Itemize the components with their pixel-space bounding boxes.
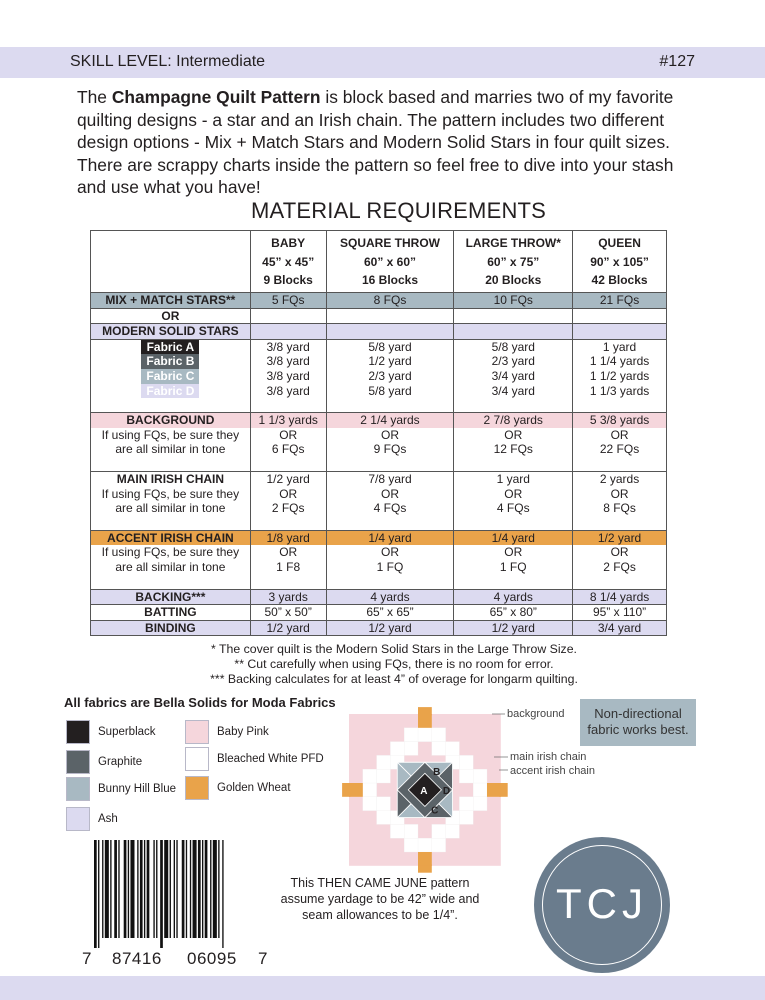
cell: 1 1/3 yards	[250, 413, 326, 428]
barcode-bar	[174, 840, 175, 938]
cell: 4 yards	[454, 589, 573, 605]
barcode-bar	[110, 840, 111, 938]
swatch-label: Bunny Hill Blue	[98, 783, 176, 795]
barcode-bar	[164, 840, 168, 938]
cell: 8 FQs	[326, 293, 454, 309]
barcode-bar	[114, 840, 117, 938]
cell: 50” x 50”	[250, 605, 326, 621]
barcode-bar	[130, 840, 134, 938]
cell: OR 9 FQs	[326, 428, 454, 472]
diagram-letter: A	[420, 785, 428, 797]
swatch-label: Superblack	[98, 726, 156, 738]
cell: 1/2 yard	[326, 620, 454, 636]
barcode-bar	[147, 840, 150, 938]
cell: OR 6 FQs	[250, 428, 326, 472]
cell: LARGE THROW* 60” x 75” 20 Blocks	[454, 231, 573, 293]
cell: 1/2 yard	[250, 620, 326, 636]
cell: OR 4 FQs	[326, 487, 454, 531]
swatch-label: Baby Pink	[217, 726, 269, 738]
barcode-bar	[213, 840, 217, 938]
footnote-3: *** Backing calculates for at least 4” of overage for longarm quilting.	[210, 672, 578, 686]
footnote-1: * The cover quilt is the Modern Solid Stars in the Large Throw Size.	[211, 642, 577, 656]
barcode-digits-left: 87416	[112, 949, 162, 968]
row-binding: BINDING 1/2 yard 1/2 yard 1/2 yard 3/4 yard	[91, 620, 667, 636]
row-modern: MODERN SOLID STARS	[91, 324, 667, 340]
nondirectional-note: Non-directional fabric works best.	[580, 699, 696, 746]
barcode-bar	[218, 840, 219, 938]
pattern-number: #127	[659, 53, 695, 70]
barcode-bar	[128, 840, 129, 938]
cell: 1 yard	[454, 471, 573, 486]
cell: 1/4 yard	[326, 530, 454, 545]
cell: 5/8 yard 1/2 yard 2/3 yard 5/8 yard	[326, 339, 454, 412]
intro-paragraph: The Champagne Quilt Pattern is block based and marries two of my favorite quilting designs - a star and an Irish chain. The pattern includes two different design options - Mix + Match Stars and Modern Solid Stars in four quilt sizes. There are scrappy charts inside the pattern so feel free to dive into your stash and use what you have!	[77, 87, 674, 197]
barcode-bar	[205, 840, 208, 938]
cell: SQUARE THROW 60” x 60” 16 Blocks	[326, 231, 454, 293]
cell: BABY 45” x 45” 9 Blocks	[250, 231, 326, 293]
diagram-letter: D	[442, 785, 451, 797]
barcode-digits-right: 06095	[187, 949, 237, 968]
cell: 1/8 yard	[250, 530, 326, 545]
barcode-digit-last: 7	[258, 949, 268, 968]
barcode-bar	[186, 840, 187, 938]
cell: 4 yards	[326, 589, 454, 605]
diagram-letter: C	[431, 805, 439, 817]
cell: 21 FQs	[573, 293, 667, 309]
callout-accent-chain: accent irish chain	[510, 765, 595, 777]
cell: 2 7/8 yards	[454, 413, 573, 428]
cell: OR 4 FQs	[454, 487, 573, 531]
row-accent-chain-alt: If using FQs, be sure they are all similar in tone OR 1 F8 OR 1 FQ OR 1 FQ OR 2 FQs	[91, 545, 667, 589]
row-batting: BATTING 50” x 50” 65” x 65” 65” x 80” 95” x 110”	[91, 605, 667, 621]
cell: 3/8 yard 3/8 yard 3/8 yard 3/8 yard	[250, 339, 326, 412]
row-accent-chain: ACCENT IRISH CHAIN 1/8 yard 1/4 yard 1/4 yard 1/2 yard	[91, 530, 667, 545]
cell: 65” x 65”	[326, 605, 454, 621]
barcode-bar	[105, 840, 109, 938]
barcode-bar	[190, 840, 191, 938]
cell: OR 1 FQ	[454, 545, 573, 589]
fabric-key-title: All fabrics are Bella Solids for Moda Fabrics	[64, 695, 336, 710]
row-or: OR	[91, 308, 667, 324]
barcode-bar	[124, 840, 127, 938]
yardage-note: This THEN CAME JUNE pattern assume yardage to be 42” wide and seam allowances to be 1/4”.	[280, 876, 480, 922]
cell: 3 yards	[250, 589, 326, 605]
row-backing: BACKING*** 3 yards 4 yards 4 yards 8 1/4 yards	[91, 589, 667, 605]
barcode-bar	[160, 840, 163, 948]
bottom-banner	[0, 976, 765, 1000]
swatch-label: Golden Wheat	[217, 782, 291, 794]
cell: 1/2 yard	[454, 620, 573, 636]
barcode-bar	[182, 840, 185, 938]
cell: OR 2 FQs	[250, 487, 326, 531]
cell: OR 1 F8	[250, 545, 326, 589]
tcj-logo: TCJ	[534, 837, 670, 973]
cell: OR 2 FQs	[573, 545, 667, 589]
cell: 65” x 80”	[454, 605, 573, 621]
barcode-bar	[140, 840, 143, 938]
cell: OR 22 FQs	[573, 428, 667, 472]
barcode-digit-first: 7	[82, 949, 92, 968]
footnote-2: ** Cut carefully when using FQs, there is no room for error.	[234, 657, 554, 671]
swatch-label: Ash	[98, 813, 118, 825]
cell: OR 1 FQ	[326, 545, 454, 589]
barcode-bar	[198, 840, 201, 938]
barcode-bar	[170, 840, 171, 938]
cell: QUEEN 90” x 105” 42 Blocks	[573, 231, 667, 293]
cell: OR 12 FQs	[454, 428, 573, 472]
cell: 95” x 110”	[573, 605, 667, 621]
cell: 5/8 yard 2/3 yard 3/4 yard 3/4 yard	[454, 339, 573, 412]
barcode-bar	[94, 840, 97, 948]
skill-level: SKILL LEVEL: Intermediate	[70, 53, 266, 70]
cell: 1 yard 1 1/4 yards 1 1/2 yards 1 1/3 yards	[573, 339, 667, 412]
cell: 1/2 yard	[250, 471, 326, 486]
row-mix-match: MIX + MATCH STARS** 5 FQs 8 FQs 10 FQs 21 FQs	[91, 293, 667, 309]
row-background-alt: If using FQs, be sure they are all similar in tone OR 6 FQs OR 9 FQs OR 12 FQs OR 22 FQs	[91, 428, 667, 472]
cell: 1/4 yard	[454, 530, 573, 545]
row-background: BACKGROUND 1 1/3 yards 2 1/4 yards 2 7/8 yards 5 3/8 yards	[91, 413, 667, 428]
row-main-chain-alt: If using FQs, be sure they are all similar in tone OR 2 FQs OR 4 FQs OR 4 FQs OR 8 FQs	[91, 487, 667, 531]
cell: OR 8 FQs	[573, 487, 667, 531]
cell: 5 3/8 yards	[573, 413, 667, 428]
barcode-bar	[118, 840, 119, 938]
section-title: MATERIAL REQUIREMENTS	[250, 198, 547, 223]
diagram-letter: B	[433, 767, 441, 779]
callout-background: background	[507, 708, 565, 720]
barcode	[94, 840, 262, 948]
cell: 5 FQs	[250, 293, 326, 309]
barcode-bar	[98, 840, 99, 948]
barcode-bar	[176, 840, 177, 938]
cell: 1/2 yard	[573, 530, 667, 545]
callout-main-chain: main irish chain	[510, 751, 587, 763]
row-main-chain: MAIN IRISH CHAIN 1/2 yard 7/8 yard 1 yard 2 yards	[91, 471, 667, 486]
barcode-bar	[222, 840, 223, 948]
cell: 2 yards	[573, 471, 667, 486]
swatch-label: Graphite	[98, 756, 143, 768]
cell: 2 1/4 yards	[326, 413, 454, 428]
barcode-bar	[193, 840, 197, 938]
swatch-label: Bleached White PFD	[217, 753, 324, 765]
barcode-bar	[137, 840, 138, 938]
cell: 3/4 yard	[573, 620, 667, 636]
pattern-name: Champagne Quilt Pattern	[111, 87, 321, 107]
row-fabrics: Fabric A Fabric B Fabric C Fabric D 3/8 yard 3/8 yard 3/8 yard 3/8 yard 5/8 yard 1/2 yard 2/3 yard 5/8 yard 5/8 yard 2/3 yard 3/4 yard 3/4 yard 1 yard 1 1/4 yards 1 1/2 yards 1 1/3 yards	[91, 339, 667, 412]
barcode-bar	[153, 840, 154, 938]
barcode-bar	[144, 840, 145, 938]
cell: 8 1/4 yards	[573, 589, 667, 605]
cell: 10 FQs	[454, 293, 573, 309]
barcode-bar	[210, 840, 211, 938]
barcode-bar	[156, 840, 157, 938]
barcode-bar	[102, 840, 103, 938]
barcode-bar	[202, 840, 203, 938]
cell: 7/8 yard	[326, 471, 454, 486]
